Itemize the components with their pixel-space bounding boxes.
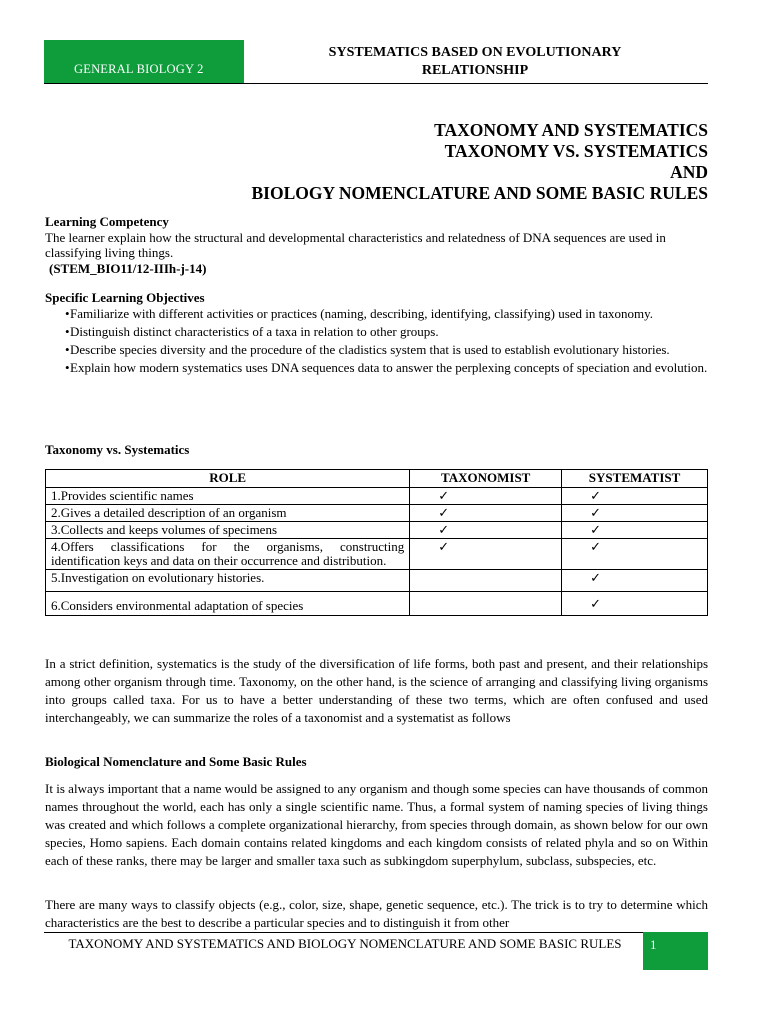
competency-code: (STEM_BIO11/12-IIIh-j-14): [49, 260, 207, 276]
taxonomist-check: ✓: [410, 522, 562, 539]
systematist-check: ✓: [562, 592, 708, 616]
header-title-line1: SYSTEMATICS BASED ON EVOLUTIONARY: [328, 45, 622, 60]
page-number-box: [643, 932, 708, 970]
systematist-check: ✓: [562, 505, 708, 522]
col-header-role: ROLE: [46, 470, 410, 488]
col-header-systematist: SYSTEMATIST: [562, 470, 708, 488]
systematist-check: ✓: [562, 522, 708, 539]
col-header-taxonomist: TAXONOMIST: [410, 470, 562, 488]
course-label-box: [44, 40, 244, 83]
roles-table: [45, 469, 708, 616]
footer-divider: [44, 932, 708, 933]
systematist-check: ✓: [562, 539, 708, 570]
page-title-line2: TAXONOMY VS. SYSTEMATICS: [444, 141, 708, 161]
page-title-line1: TAXONOMY AND SYSTEMATICS: [434, 120, 708, 140]
role-cell: 1.Provides scientific names: [46, 488, 410, 505]
table-row: [46, 505, 708, 522]
course-label: GENERAL BIOLOGY 2: [74, 62, 204, 76]
list-item: • Explain how modern systematics uses DNA sequences data to answer the perplexing concepts of speciation and evolution.: [65, 360, 708, 375]
table-heading: Taxonomy vs. Systematics: [45, 442, 190, 457]
page-number: 1: [650, 937, 657, 952]
taxonomist-check: ✓: [410, 488, 562, 505]
nomenclature-paragraph: It is always important that a name would be assigned to any organism and though some species can have thousands of common names throughout the world, each has only a single scientific name. Thus, a formal system of naming species of living things was created and which follows a complete organizational hierarchy, from species through domain, as shown below for our own species, Homo sapiens. Each domain contains related kingdoms and each kingdom consists of related phyla and so on Within each of these ranks, there may be larger and smaller taxa such as subkingdom superphylum, subclass, subspecies, etc.: [45, 781, 708, 868]
header-title-line2: RELATIONSHIP: [421, 63, 529, 78]
page-title-line3: AND: [670, 162, 708, 182]
classification-paragraph: There are many ways to classify objects (e.g., color, size, shape, genetic sequence, etc.). The trick is to try to determine which characteristics are the best to describe a particular species and to distinguish it from other: [45, 897, 708, 930]
role-cell: 5.Investigation on evolutionary histories.: [46, 570, 410, 592]
list-item: • Familiarize with different activities or practices (naming, describing, identifying, classifying) used in taxonomy.: [65, 306, 654, 321]
list-item: • Distinguish distinct characteristics of a taxa in relation to other groups.: [65, 324, 439, 339]
systematist-check: ✓: [562, 488, 708, 505]
table-row: [46, 522, 708, 539]
competency-heading: Learning Competency: [45, 214, 169, 229]
objectives-heading: Specific Learning Objectives: [45, 290, 205, 305]
taxonomist-check: ✓: [410, 505, 562, 522]
role-cell: 2.Gives a detailed description of an organism: [46, 505, 410, 522]
systematist-check: ✓: [562, 570, 708, 592]
role-cell: 3.Collects and keeps volumes of specimens: [46, 522, 410, 539]
list-item: • Describe species diversity and the procedure of the cladistics system that is used to establish evolutionary histories.: [65, 342, 670, 357]
taxonomist-check: [410, 570, 562, 592]
taxonomist-check: ✓: [410, 539, 562, 570]
header-divider: [44, 83, 708, 84]
page-title: [251, 120, 708, 204]
page-title-line4: BIOLOGY NOMENCLATURE AND SOME BASIC RULES: [251, 183, 708, 203]
role-cell: 4.Offers classifications for the organisms, constructing identification keys and data on their occurrence and distribution.: [46, 539, 410, 570]
table-row: [46, 488, 708, 505]
table-row: [46, 570, 708, 592]
taxonomist-check: [410, 592, 562, 616]
learning-competency: [45, 214, 708, 276]
definition-paragraph: In a strict definition, systematics is the study of the diversification of life forms, both past and present, and their relationships among other organism through time. Taxonomy, on the other hand, is the science of arranging and classifying living organisms into groups called taxa. For us to have a better understanding of these two terms, which are often confused and used interchangeably, we can summarize the roles of a taxonomist and a systematist as follows: [45, 656, 708, 725]
nomenclature-heading: Biological Nomenclature and Some Basic Rules: [45, 754, 307, 769]
competency-text: The learner explain how the structural and developmental characteristics and relatedness of DNA sequences are used in classifying living things.: [45, 229, 666, 260]
objectives-list: [45, 305, 708, 377]
role-cell: 6.Considers environmental adaptation of species: [46, 592, 410, 616]
table-row: [46, 539, 708, 570]
header-title: [260, 44, 690, 80]
table-header-row: [46, 470, 708, 488]
footer-title: TAXONOMY AND SYSTEMATICS AND BIOLOGY NOMENCLATURE AND SOME BASIC RULES: [68, 936, 622, 951]
table-row: [46, 592, 708, 616]
